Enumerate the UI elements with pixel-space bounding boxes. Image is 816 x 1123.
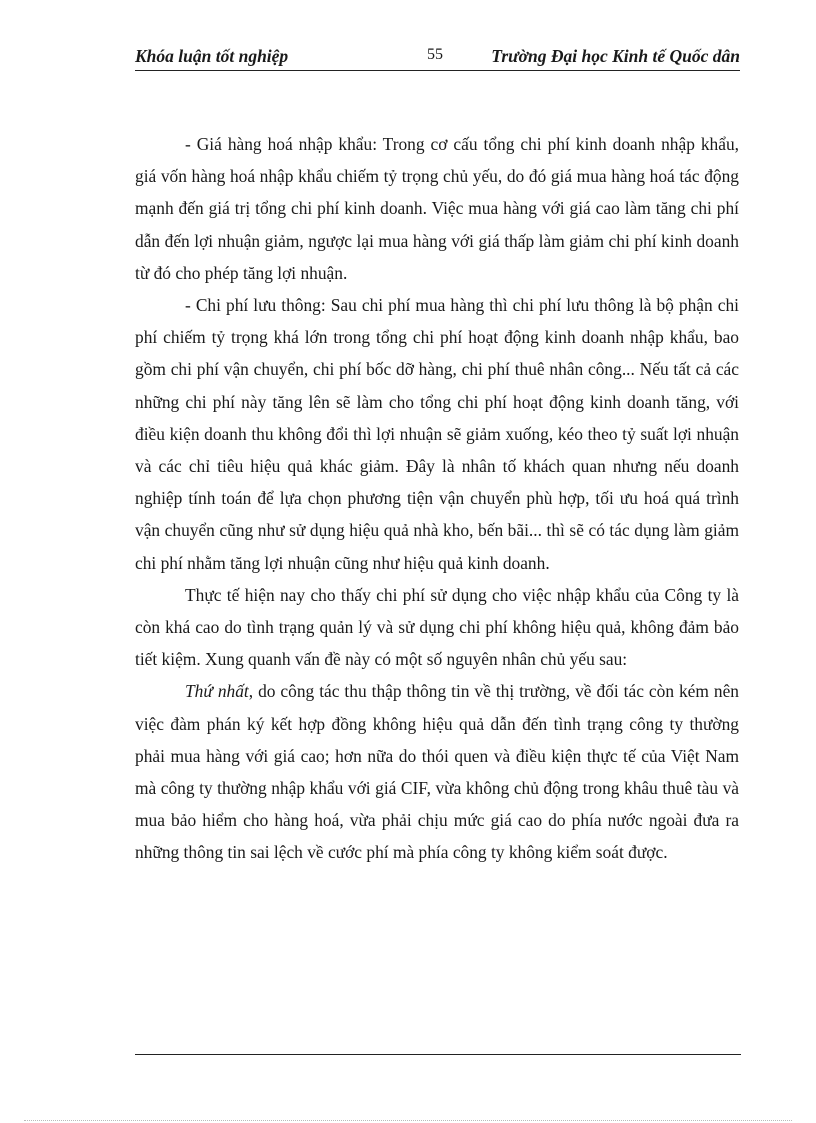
header-thesis-title: Khóa luận tốt nghiệp <box>135 46 289 66</box>
page-header <box>135 44 740 71</box>
paragraph-circulation-cost <box>135 289 739 579</box>
paragraph-text: - Chi phí lưu thông: Sau chi phí mua hàng thì chi phí lưu thông là bộ phận chi phí chiếm tỷ trọng khá lớn trong tổng chi phí hoạt động kinh doanh nhập khẩu, bao gồm chi phí vận chuyển, chi phí bốc dỡ hàng, chi phí thuê nhân công... Nếu tất cả các những chi phí này tăng lên sẽ làm cho tổng chi phí hoạt động kinh doanh tăng, với điều kiện doanh thu không đổi thì lợi nhuận sẽ giảm xuống, kéo theo tỷ suất lợi nhuận và các chỉ tiêu hiệu quả khác giảm. Đây là nhân tố khách quan nhưng nếu doanh nghiệp tính toán để lựa chọn phương tiện vận chuyển phù hợp, tối ưu hoá quá trình vận chuyển cũng như sử dụng hiệu quả nhà kho, bến bãi... thì sẽ có tác dụng làm giảm chi phí nhằm tăng lợi nhuận cũng như hiệu quả kinh doanh. <box>135 295 739 573</box>
page-number: 55 <box>427 46 443 63</box>
footer-divider <box>135 1054 741 1055</box>
page-bottom-edge <box>24 1120 792 1121</box>
paragraph-text: - Giá hàng hoá nhập khẩu: Trong cơ cấu tổng chi phí kinh doanh nhập khẩu, giá vốn hàng hoá nhập khẩu chiếm tỷ trọng chủ yếu, do đó giá mua hàng hoá tác động mạnh đến giá trị tổng chi phí kinh doanh. Việc mua hàng với giá cao làm tăng chi phí dẫn đến lợi nhuận giảm, ngược lại mua hàng với giá thấp làm giảm chi phí kinh doanh từ đó cho phép tăng lợi nhuận. <box>135 134 739 283</box>
body-text <box>135 128 739 869</box>
paragraph-text: Thực tế hiện nay cho thấy chi phí sử dụng cho việc nhập khẩu của Công ty là còn khá cao do tình trạng quản lý và sử dụng chi phí không hiệu quả, không đảm bảo tiết kiệm. Xung quanh vấn đề này có một số nguyên nhân chủ yếu sau: <box>135 584 739 670</box>
paragraph-lead: Thứ nhất <box>185 681 249 702</box>
paragraph-import-price <box>135 128 739 289</box>
paragraph-current-situation <box>135 579 739 676</box>
header-university-name: Trường Đại học Kinh tế Quốc dân <box>491 46 740 66</box>
paragraph-text: , do công tác thu thập thông tin về thị trường, về đối tác còn kém nên việc đàm phán ký kết hợp đồng không hiệu quả dẫn đến tình trạng công ty thường phải mua hàng với giá cao; hơn nữa do thói quen và điều kiện thực tế của Việt Nam mà công ty thường nhập khẩu với giá CIF, vừa không chủ động trong khâu thuê tàu và mua bảo hiểm cho hàng hoá, vừa phải chịu mức giá cao do phía nước ngoài đưa ra những thông tin sai lệch về cước phí mà phía công ty không kiểm soát được. <box>135 681 739 863</box>
paragraph-first-reason <box>135 675 739 868</box>
